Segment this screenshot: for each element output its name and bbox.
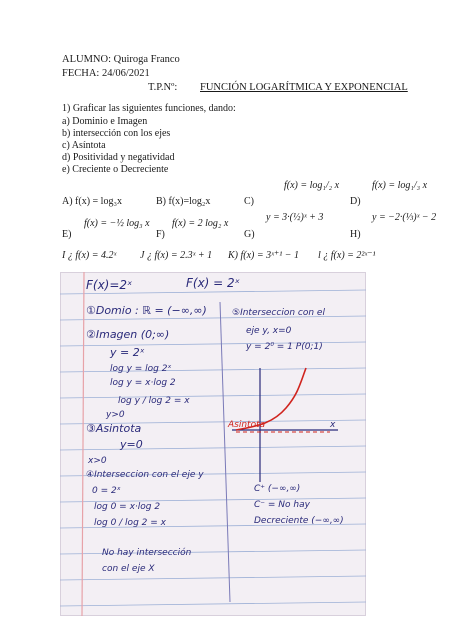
divider-line bbox=[220, 302, 230, 602]
function-h: y = −2·(⅓)ˣ − 2 bbox=[372, 212, 437, 223]
note-o: 0 = 2ˣ bbox=[92, 486, 121, 496]
function-d-label: D) bbox=[350, 196, 361, 207]
note-asint-label: Asintota bbox=[228, 420, 266, 430]
function-c-label: C) bbox=[244, 196, 254, 207]
student-name: ALUMNO: Quiroga Franco bbox=[62, 54, 180, 65]
note-logy: log y = log 2ˣ bbox=[110, 364, 172, 374]
function-i: I ¿ f(x) = 4.2ˣ bbox=[62, 250, 117, 261]
function-f: f(x) = 2 log₂ x bbox=[172, 218, 229, 229]
function-e: f(x) = −½ log₃ x bbox=[84, 218, 150, 229]
note-nohay: No hay intersección bbox=[102, 548, 192, 558]
note-yzero: y>0 bbox=[106, 410, 125, 420]
note-x0: x>0 bbox=[88, 456, 107, 466]
note-ejex: con el eje X bbox=[102, 564, 155, 574]
note-logy2: log y = x·log 2 bbox=[110, 378, 176, 388]
function-b: B) f(x)=log₂x bbox=[156, 196, 211, 207]
note-yeq0: y=0 bbox=[120, 438, 143, 451]
note-asintota: ③Asintota bbox=[86, 422, 142, 435]
note-right1: ⑤Interseccion con el bbox=[232, 308, 325, 318]
date: FECHA: 24/06/2021 bbox=[62, 68, 150, 79]
document-title: FUNCIÓN LOGARÍTMICA Y EXPONENCIAL bbox=[200, 82, 408, 93]
note-right2: eje y, x=0 bbox=[246, 326, 292, 336]
task-intro: 1) Graficar las siguientes funciones, dando: bbox=[62, 103, 236, 114]
note-cpos: C⁺ (−∞,∞) bbox=[254, 484, 301, 494]
function-d: f(x) = log₁/₃ x bbox=[372, 180, 428, 191]
function-a: A) f(x) = log₃x bbox=[62, 196, 122, 207]
task-item-a: a) Dominio e Imagen bbox=[62, 116, 148, 127]
function-c: f(x) = log₁/₂ x bbox=[284, 180, 340, 191]
note-logo: log 0 = x·log 2 bbox=[94, 502, 161, 512]
task-item-b: b) intersección con los ejes bbox=[62, 128, 171, 139]
note-y1: y = 2ˣ bbox=[110, 346, 145, 359]
note-imagen: ②Imagen (0;∞) bbox=[86, 328, 170, 341]
note-top2: F(x) = 2ˣ bbox=[186, 276, 241, 290]
function-h-label: H) bbox=[350, 229, 361, 240]
tp-number: T.P.Nº: bbox=[148, 82, 178, 93]
function-g: y = 3·(½)ˣ + 3 bbox=[266, 212, 324, 223]
margin-line bbox=[82, 272, 84, 616]
note-decr: Decreciente (−∞,∞) bbox=[254, 516, 344, 526]
note-cneg: C⁻ = No hay bbox=[254, 500, 310, 510]
notebook-photo bbox=[60, 272, 366, 616]
note-dominio: ①Domio : ℝ = (−∞,∞) bbox=[86, 304, 207, 317]
note-top1: F(x)=2ˣ bbox=[86, 278, 133, 292]
task-item-c: c) Asíntota bbox=[62, 140, 106, 151]
function-g-label: G) bbox=[244, 229, 255, 240]
function-j: J ¿ f(x) = 2.3ˣ + 1 bbox=[140, 250, 213, 261]
note-inter: ④Interseccion con el eje y bbox=[86, 470, 204, 480]
function-f-label: F) bbox=[156, 229, 165, 240]
note-logofrac: log 0 / log 2 = x bbox=[94, 518, 166, 528]
note-frac: log y / log 2 = x bbox=[118, 396, 190, 406]
function-k: K) f(x) = 3ˣ⁺¹ − 1 bbox=[228, 250, 299, 261]
note-right3: y = 2⁰ = 1 P(0;1) bbox=[246, 342, 323, 352]
task-item-e: e) Creciente o Decreciente bbox=[62, 164, 169, 175]
function-l: l ¿ f(x) = 2²ˣ⁻¹ bbox=[318, 250, 376, 261]
function-e-label: E) bbox=[62, 229, 72, 240]
task-item-d: d) Positividad y negatividad bbox=[62, 152, 175, 163]
note-xlabel: x bbox=[330, 420, 336, 430]
